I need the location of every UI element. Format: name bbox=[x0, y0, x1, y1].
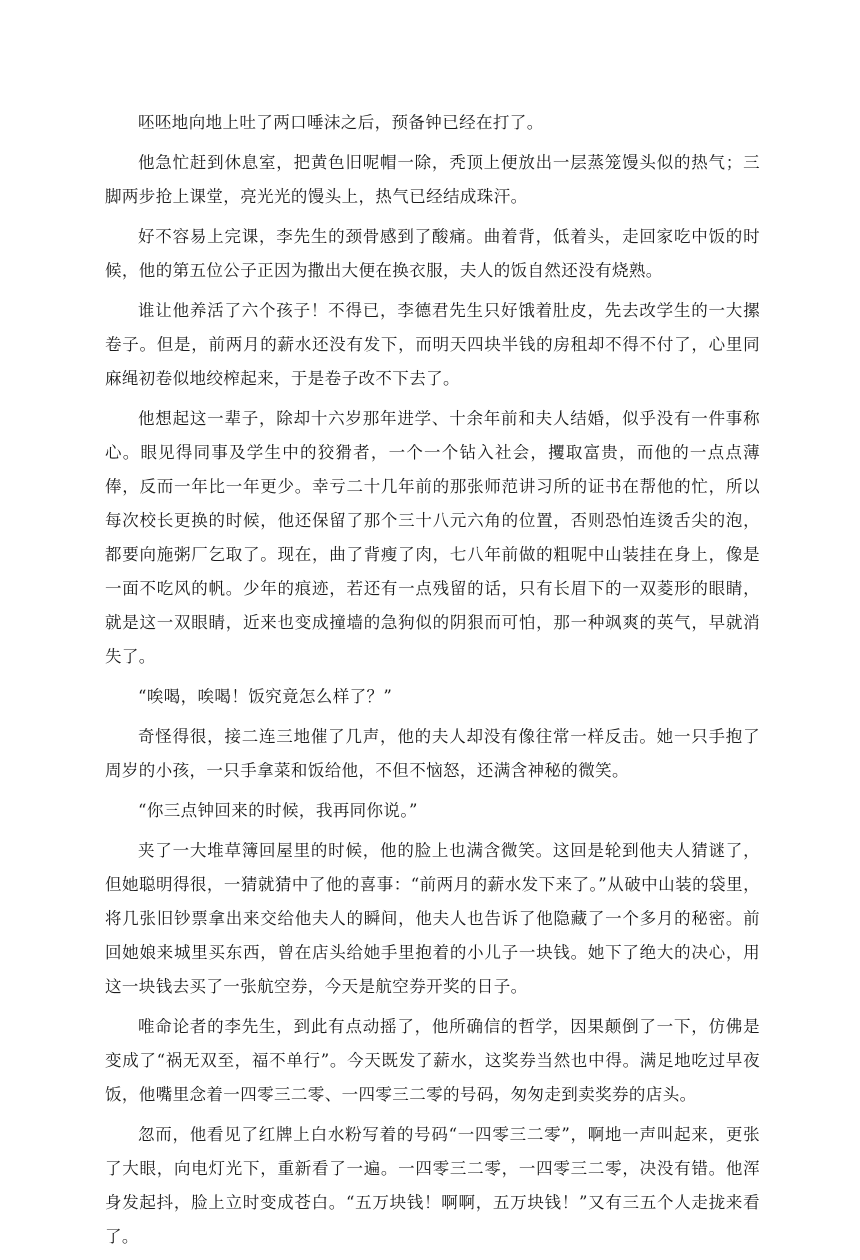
paragraph: “唉喝，唉喝！饭究竟怎么样了？” bbox=[138, 687, 393, 706]
paragraph: “你三点钟回来的时候，我再同你说。” bbox=[138, 801, 418, 820]
paragraph: 他想起这一辈子，除却十六岁那年进学、十余年前和夫人结婚，似乎没有一件事称心。眼见得同事及学生中的狡猾者，一个一个钻入社会，攫取富贵，而他的一点点薄俸，反而一年比一年更少。幸亏二十几年前的那张师范讲习所的证书在帮他的忙，所以每次校长更换的时候，他还保留了那个三十八元六角的位置，否则恐怕连烫舌尖的泡，都要向施粥厂乞取了。现在，曲了背瘦了肉，七八年前做的粗呢中山装挂在身上，像是一面不吃风的帆。少年的痕迹，若还有一点残留的话，只有长眉下的一双菱形的眼睛，就是这一双眼睛，近来也变成撞墙的急狗似的阴狠而可怕，那一种飒爽的英气，早就消失了。 bbox=[105, 409, 760, 666]
paragraph: 好不容易上完课，李先生的颈骨感到了酸痛。曲着背，低着头，走回家吃中饭的时候，他的第五位公子正因为撒出大便在换衣服，夫人的饭自然还没有烧熟。 bbox=[105, 227, 760, 280]
paragraph: 唯命论者的李先生，到此有点动摇了，他所确信的哲学，因果颠倒了一下，仿佛是变成了“祸无双至，福不单行”。今天既发了薪水，这奖券当然也中得。满足地吃过早夜饭，他嘴里念着一四零三二零、一四零三二零的号码，匆匆走到卖奖券的店头。 bbox=[105, 1017, 760, 1104]
paragraph: 忽而，他看见了红牌上白水粉写着的号码“一四零三二零”，啊地一声叫起来，更张了大眼，向电灯光下，重新看了一遍。一四零三二零，一四零三二零，决没有错。他浑身发起抖，脸上立时变成苍白。“五万块钱！啊啊，五万块钱！”又有三五个人走拢来看了。 bbox=[105, 1125, 760, 1246]
document-body bbox=[105, 106, 760, 1260]
paragraph: 谁让他养活了六个孩子！不得已，李德君先生只好饿着肚皮，先去改学生的一大摞卷子。但是，前两月的薪水还没有发下，而明天四块半钱的房租却不得不付了，心里同麻绳初卷似地绞榨起来，于是卷子改不下去了。 bbox=[105, 301, 760, 388]
paragraph: 夹了一大堆草簿回屋里的时候，他的脸上也满含微笑。这回是轮到他夫人猜谜了，但她聪明得很，一猜就猜中了他的喜事：“前两月的薪水发下来了。”从破中山装的袋里，将几张旧钞票拿出来交给他夫人的瞬间，他夫人也告诉了他隐藏了一个多月的秘密。前回她娘来城里买东西，曾在店头给她手里抱着的小儿子一块钱。她下了绝大的决心，用这一块钱去买了一张航空券，今天是航空券开奖的日子。 bbox=[105, 841, 760, 996]
paragraph: 奇怪得很，接二连三地催了几声，他的夫人却没有像往常一样反击。她一只手抱了周岁的小孩，一只手拿菜和饭给他，不但不恼怒，还满含神秘的微笑。 bbox=[105, 727, 760, 780]
paragraph: 他急忙赶到休息室，把黄色旧呢帽一除，秃顶上便放出一层蒸笼馒头似的热气；三脚两步抢上课堂，亮光光的馒头上，热气已经结成珠汗。 bbox=[105, 153, 760, 206]
paragraph: 呸呸地向地上吐了两口唾沫之后，预备钟已经在打了。 bbox=[138, 113, 544, 132]
